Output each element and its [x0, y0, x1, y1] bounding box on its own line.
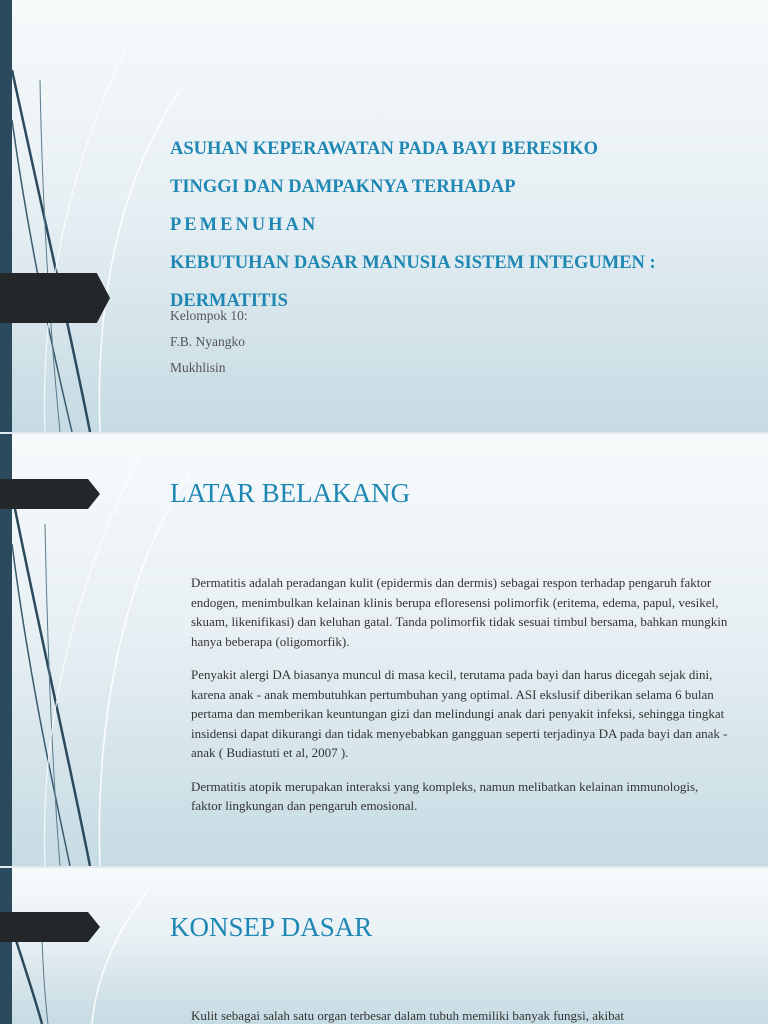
list-item: [170, 573, 730, 651]
list-item: [170, 777, 730, 816]
subtitle-author-2: Mukhlisin: [170, 360, 226, 375]
slide-title: [0, 0, 768, 432]
slide-heading: LATAR BELAKANG: [170, 478, 411, 508]
subtitle-group: Kelompok 10:: [170, 308, 248, 323]
slide-title-text: [170, 130, 750, 320]
list-item-text: Kulit sebagai salah satu organ terbesar dalam tubuh memiliki banyak fungsi, akibat: [191, 1008, 624, 1023]
title-line-4: KEBUTUHAN DASAR MANUSIA SISTEM INTEGUMEN :: [170, 253, 656, 273]
arrow-tab: [0, 273, 110, 323]
slide-subtitle: [170, 303, 248, 381]
bullet-list: [170, 1006, 730, 1024]
subtitle-author-1: F.B. Nyangko: [170, 334, 246, 349]
slide-heading: KONSEP DASAR: [170, 912, 373, 942]
bullet-list: [170, 573, 730, 830]
title-line-2: TINGGI DAN DAMPAKNYA TERHADAP: [170, 177, 516, 197]
slide-latar-belakang: [0, 434, 768, 866]
title-line-5: DERMATITIS: [170, 291, 288, 311]
slide-konsep-dasar: [0, 868, 768, 1024]
arrow-tab: [0, 912, 100, 942]
list-item: [170, 1006, 730, 1024]
list-item-text: Dermatitis atopik merupakan interaksi yang kompleks, namun melibatkan kelainan immunologis, faktor lingkungan dan pengaruh emosional.: [191, 778, 699, 813]
list-item: [170, 665, 730, 763]
arrow-tab: [0, 479, 100, 509]
decorative-curves: [0, 868, 220, 1024]
list-item-text: Penyakit alergi DA biasanya muncul di masa kecil, terutama pada bayi dan harus dicegah sejak dini, karena anak - anak membutuhkan pertumbuhan yang optimal. ASI ekslusif diberikan selama 6 bulan pertama dan memberikan keuntungan gizi dan melindungi anak dari penyakit infeksi, sehingga tingkat insidensi dapat dikurangi dan tidak menyebabkan gangguan seperti terjadinya DA pada bayi dan anak - anak ( Budiastuti et al, 2007 ).: [191, 667, 728, 760]
title-line-3: PEMENUHAN: [170, 215, 319, 235]
title-line-1: ASUHAN KEPERAWATAN PADA BAYI BERESIKO: [170, 139, 598, 159]
list-item-text: Dermatitis adalah peradangan kulit (epidermis dan dermis) sebagai respon terhadap pengaruh faktor endogen, menimbulkan kelainan klinis berupa efloresensi polimorfik (eritema, edema, papul, vesikel, skuam, likenifikasi) dan keluhan gatal. Tanda polimorfik tidak sesuai timbul bersama, bahkan mungkin hanya beberapa (oligomorfik).: [191, 575, 728, 649]
